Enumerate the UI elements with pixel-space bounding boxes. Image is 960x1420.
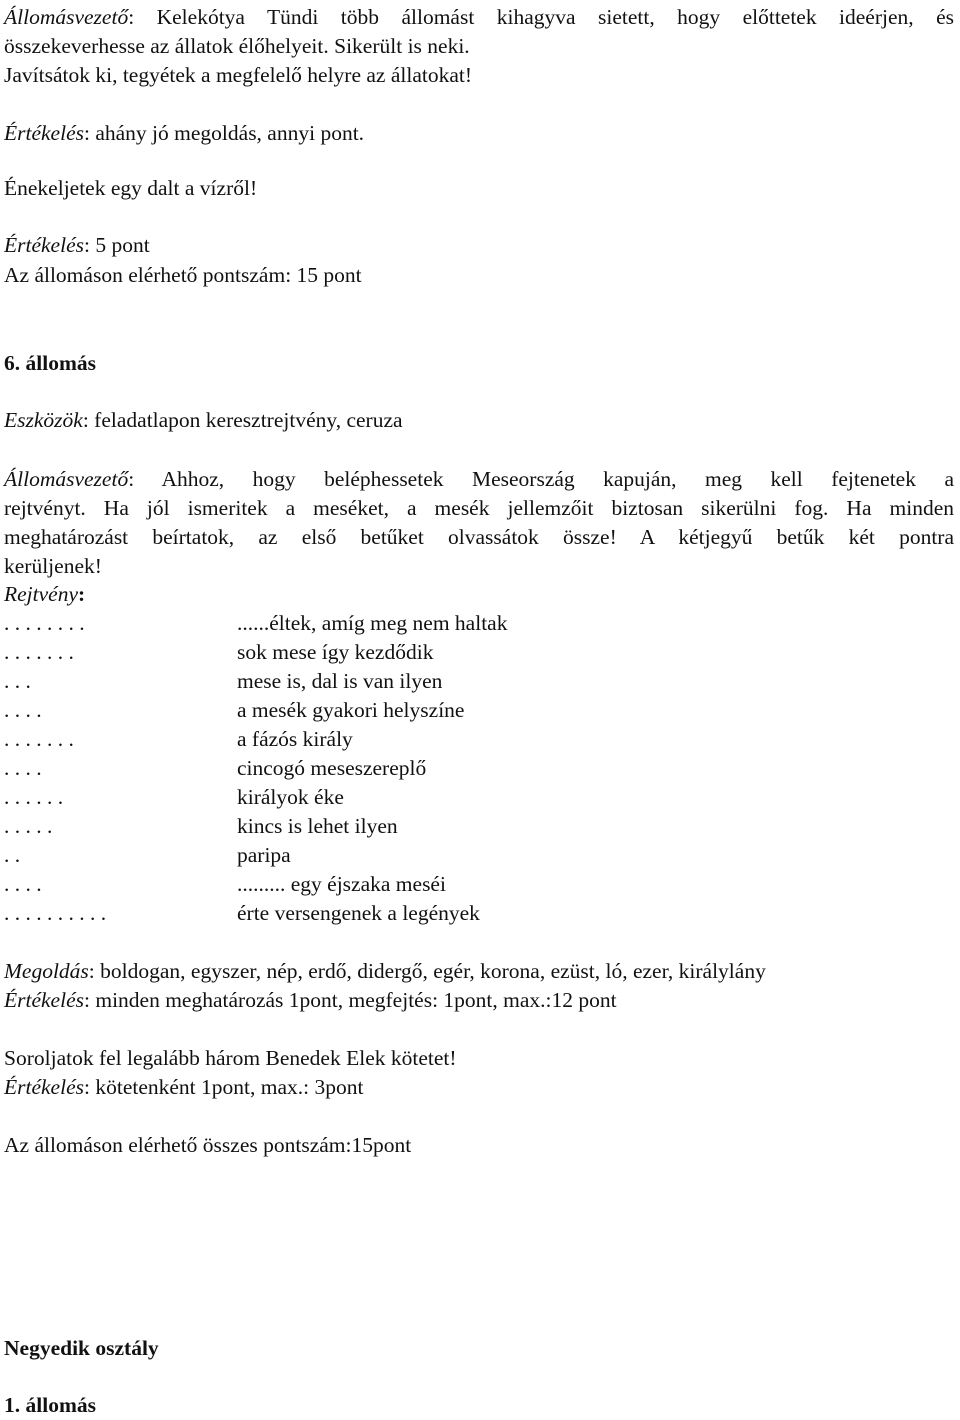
puzzle-dots: . . . . . . .	[4, 727, 74, 751]
leader6-line-4: kerüljenek!	[4, 554, 102, 578]
puzzle-row	[0, 667, 960, 696]
tools-line	[4, 406, 954, 435]
puzzle-dots: . . . . . . . . . .	[4, 901, 107, 925]
leader-label: Állomásvezető	[4, 467, 129, 491]
tools-label: Eszközök	[4, 408, 83, 432]
puzzle-dots: . . . . . . .	[4, 640, 74, 664]
puzzle-row	[0, 783, 960, 812]
puzzle-label-line	[4, 580, 954, 609]
leader-label: Állomásvezető	[4, 5, 129, 29]
puzzle-row	[0, 870, 960, 899]
puzzle-row	[0, 696, 960, 725]
evaluation-label: Értékelés	[4, 988, 84, 1012]
solution-text: : boldogan, egyszer, nép, erdő, didergő, egér, korona, ezüst, ló, ezer, királylány	[88, 959, 766, 983]
leader6-line-1	[4, 465, 954, 494]
puzzle-clue: ......éltek, amíg meg nem haltak	[237, 611, 508, 635]
station-6-heading: 6. állomás	[4, 351, 96, 375]
puzzle-dots: . . . .	[4, 756, 42, 780]
evaluation-4	[4, 1073, 954, 1102]
puzzle-clue: ......... egy éjszaka meséi	[237, 872, 446, 896]
leader6-line-3: meghatározást beírtatok, az első betűket olvassátok össze! A kétjegyű betűk két pontra	[4, 525, 954, 549]
leader-text-line-2: összekeverhesse az állatok élőhelyeit. Sikerült is neki.	[4, 34, 470, 58]
puzzle-dots: . . . .	[4, 698, 42, 722]
evaluation-text: : kötetenként 1pont, max.: 3pont	[84, 1075, 364, 1099]
puzzle-dots: . . .	[4, 669, 31, 693]
evaluation-1	[4, 119, 954, 148]
puzzle-row	[0, 754, 960, 783]
fourth-grade-heading: Negyedik osztály	[4, 1336, 159, 1360]
puzzle-row	[0, 725, 960, 754]
evaluation-text: : 5 pont	[84, 233, 150, 257]
evaluation-text: : ahány jó megoldás, annyi pont.	[84, 121, 365, 145]
leader-text-line-1	[4, 3, 954, 32]
leader-text-line-3: Javítsátok ki, tegyétek a megfelelő helyre az állatokat!	[4, 63, 473, 87]
puzzle-dots: . . . . . . . .	[4, 611, 85, 635]
puzzle-clue: paripa	[237, 843, 291, 867]
evaluation-label: Értékelés	[4, 121, 84, 145]
puzzle-row	[0, 899, 960, 928]
leader-text: : Kelekótya Tündi több állomást kihagyva sietett, hogy előttetek ideérjen, és	[128, 5, 954, 29]
solution-line	[4, 957, 954, 986]
list-task: Soroljatok fel legalább három Benedek Elek kötetet!	[4, 1046, 457, 1070]
puzzle-clue: kincs is lehet ilyen	[237, 814, 398, 838]
evaluation-3	[4, 986, 954, 1015]
puzzle-row	[0, 812, 960, 841]
puzzle-dots: . . . . . .	[4, 785, 64, 809]
puzzle-clue: mese is, dal is van ilyen	[237, 669, 443, 693]
station-total: Az állomáson elérhető pontszám: 15 pont	[4, 263, 362, 287]
evaluation-label: Értékelés	[4, 1075, 84, 1099]
puzzle-dots: . . . . .	[4, 814, 53, 838]
puzzle-row	[0, 609, 960, 638]
sing-task: Énekeljetek egy dalt a vízről!	[4, 176, 258, 200]
puzzle-list	[0, 609, 960, 929]
puzzle-row	[0, 841, 960, 870]
puzzle-clue: cincogó meseszereplő	[237, 756, 427, 780]
puzzle-clue: sok mese így kezdődik	[237, 640, 434, 664]
puzzle-dots: . .	[4, 843, 21, 867]
leader6-line-2: rejtvényt. Ha jól ismeritek a meséket, a mesék jellemzőit biztosan sikerülni fog. Ha minden	[4, 496, 954, 520]
puzzle-clue: a mesék gyakori helyszíne	[237, 698, 465, 722]
puzzle-label: Rejtvény	[4, 582, 79, 606]
tools-text: : feladatlapon keresztrejtvény, ceruza	[82, 408, 403, 432]
puzzle-clue: a fázós király	[237, 727, 353, 751]
puzzle-row	[0, 638, 960, 667]
evaluation-text: : minden meghatározás 1pont, megfejtés: 1pont, max.:12 pont	[84, 988, 617, 1012]
puzzle-clue: királyok éke	[237, 785, 344, 809]
puzzle-colon: :	[78, 582, 86, 606]
station-1-heading: 1. állomás	[4, 1393, 96, 1417]
solution-label: Megoldás	[4, 959, 89, 983]
evaluation-label: Értékelés	[4, 233, 84, 257]
puzzle-clue: érte versengenek a legények	[237, 901, 480, 925]
puzzle-dots: . . . .	[4, 872, 42, 896]
evaluation-2	[4, 231, 954, 260]
station-6-total: Az állomáson elérhető összes pontszám:15pont	[4, 1133, 412, 1157]
leader-text: : Ahhoz, hogy beléphessetek Meseország kapuján, meg kell fejtenetek a	[128, 467, 954, 491]
